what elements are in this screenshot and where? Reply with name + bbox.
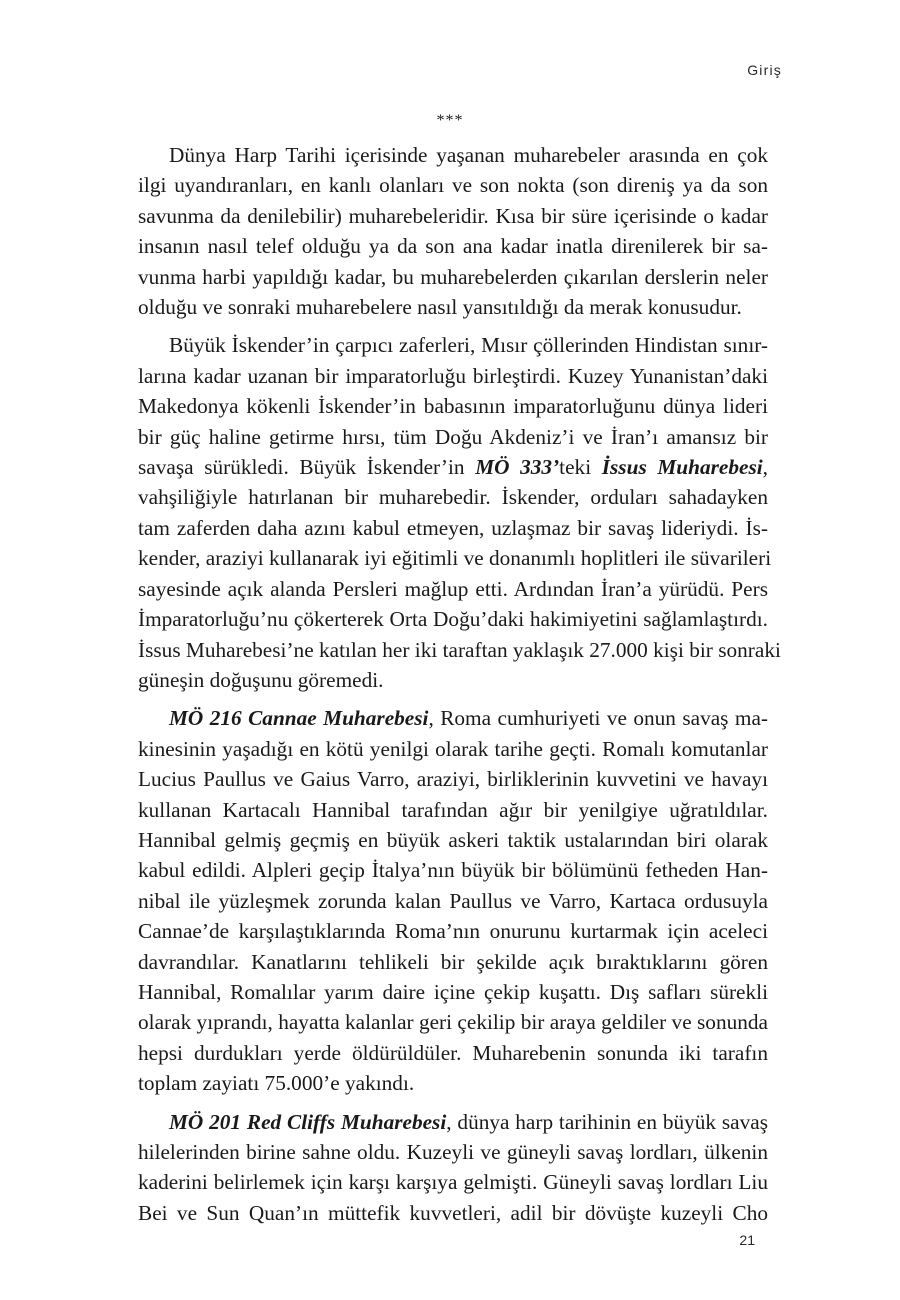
text-run: teki: [559, 455, 602, 480]
text-line: sayesinde açık alanda Persleri mağlup etti. Ardından İran’a yürüdü. Pers: [138, 576, 768, 601]
text-line: kabul edildi. Alpleri geçip İtalya’nın büyük bir bölümünü fetheden Han-: [138, 858, 768, 883]
emphasized-battle-name: İssus Muharebesi: [601, 455, 763, 480]
text-line: ilgi uyandıranları, en kanlı olanları ve son nokta (son direniş ya da son: [138, 173, 768, 198]
paragraph-4: [138, 1107, 768, 1229]
text-line: olarak yıprandı, hayatta kalanlar geri çekilip bir araya geldiler ve sonunda: [138, 1010, 768, 1035]
emphasized-battle-name: MÖ 201 Red Cliffs Muharebesi: [169, 1109, 447, 1134]
text-line: vunma harbi yapıldığı kadar, bu muharebelerden çıkarılan derslerin neler: [138, 264, 768, 289]
text-line: Lucius Paullus ve Gaius Varro, araziyi, birliklerinin kuvvetini ve havayı: [138, 767, 768, 792]
text-run: , dünya harp tarihinin en büyük savaş: [446, 1109, 769, 1134]
text-line: Cannae’de karşılaştıklarında Roma’nın onurunu kurtarmak için aceleci: [138, 919, 768, 944]
text-line: [138, 452, 768, 482]
paragraph-3: [138, 703, 768, 1098]
text-line: insanın nasıl telef olduğu ya da son ana kadar inatla direnilerek bir sa-: [138, 234, 768, 259]
text-line: kender, araziyi kullanarak iyi eğitimli ve donanımlı hoplitleri ile süvarileri: [138, 546, 772, 571]
text-run: savaşa sürükledi. Büyük İskender’in: [138, 455, 476, 480]
text-line: [138, 1107, 768, 1137]
paragraph-1: [138, 140, 768, 322]
text-line: vahşiliğiyle hatırlanan bir muharebedir. İskender, orduları sahadayken: [138, 485, 768, 510]
section-separator: ***: [436, 112, 464, 129]
body-text: [138, 140, 781, 1236]
text-line: İmparatorluğu’nu çökerterek Orta Doğu’daki hakimiyetini sağlamlaştırdı.: [138, 607, 768, 632]
text-line: larına kadar uzanan bir imparatorluğu birleştirdi. Kuzey Yunanistan’daki: [138, 363, 768, 388]
text-line: olduğu ve sonraki muharebelere nasıl yansıtıldığı da merak konusudur.: [138, 295, 742, 320]
emphasized-battle-name: MÖ 216 Cannae Muharebesi: [169, 706, 429, 731]
text-line: Bei ve Sun Quan’ın müttefik kuvvetleri, adil bir dövüşte kuzeyli Cho: [138, 1200, 768, 1225]
text-line: Hannibal gelmiş geçmiş en büyük askeri taktik ustalarından biri olarak: [138, 827, 768, 852]
text-line: İssus Muharebesi’ne katılan her iki taraftan yaklaşık 27.000 kişi bir sonraki: [138, 637, 781, 662]
text-line: güneşin doğuşunu göremedi.: [138, 667, 384, 692]
text-line: bir güç haline getirme hırsı, tüm Doğu Akdeniz’i ve İran’ı amansız bir: [138, 424, 768, 449]
text-line: kaderini belirlemek için karşı karşıya gelmişti. Güneyli savaş lordları Liu: [138, 1170, 768, 1195]
text-line: [138, 703, 768, 733]
text-run: ,: [762, 455, 768, 480]
paragraph-2: [138, 330, 781, 695]
text-line: hilelerinden birine sahne oldu. Kuzeyli ve güneyli savaş lordları, ülkenin: [138, 1140, 768, 1164]
text-line: kullanan Kartacalı Hannibal tarafından ağır bir yenilgiye uğratıldılar.: [138, 797, 768, 822]
text-line: Dünya Harp Tarihi içerisinde yaşanan muharebeler arasında en çok: [169, 143, 768, 167]
text-line: kinesinin yaşadığı en kötü yenilgi olarak tarihe geçti. Romalı komutanlar: [138, 736, 768, 761]
text-line: Büyük İskender’in çarpıcı zaferleri, Mısır çöllerinden Hindistan sınır-: [169, 333, 768, 358]
page-number: 21: [739, 1232, 755, 1248]
text-line: tam zaferden daha azını kabul etmeyen, uzlaşmaz bir savaş lideriydi. İs-: [138, 515, 768, 540]
running-head: Giriş: [747, 62, 782, 78]
text-line: davrandılar. Kanatlarını tehlikeli bir şekilde açık bıraktıklarını gören: [138, 949, 768, 974]
text-line: hepsi durdukları yerde öldürüldüler. Muharebenin sonunda iki tarafın: [138, 1040, 768, 1065]
text-line: savunma da denilebilir) muharebeleridir. Kısa bir süre içerisinde o kadar: [138, 203, 768, 228]
text-line: Makedonya kökenli İskender’in babasının imparatorluğunu dünya lideri: [138, 394, 768, 419]
text-line: toplam zayiatı 75.000’e yakındı.: [138, 1071, 415, 1096]
text-run: , Roma cumhuriyeti ve onun savaş ma-: [428, 706, 768, 731]
emphasized-date: MÖ 333’: [475, 455, 560, 480]
text-line: nibal ile yüzleşmek zorunda kalan Paullus ve Varro, Kartaca ordusuyla: [138, 888, 768, 913]
text-line: Hannibal, Romalılar yarım daire içine çekip kuşattı. Dış safları sürekli: [138, 979, 768, 1004]
